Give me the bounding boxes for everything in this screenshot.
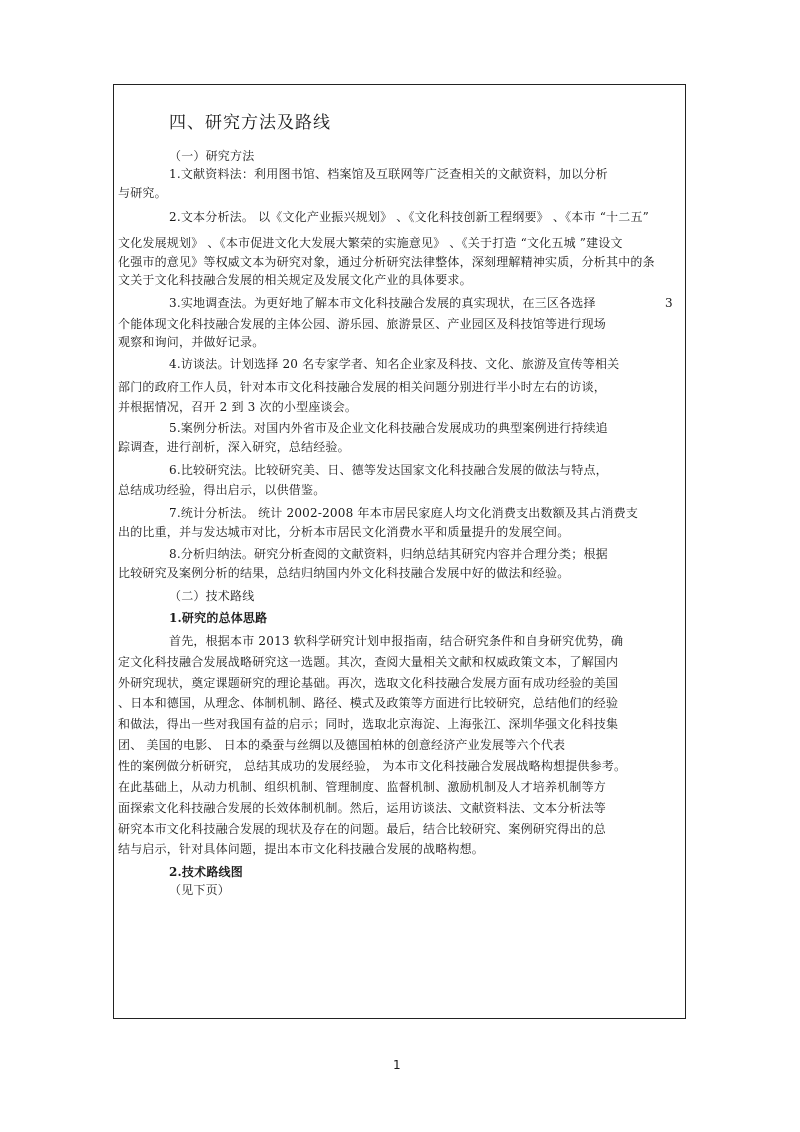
paragraph-line: 和做法，得出一些对我国有益的启示；同时，选取北京海淀、上海张江、深圳华强文化科技集 (118, 717, 619, 731)
paragraph-line: 5.案例分析法。对国内外省市及企业文化科技融合发展成功的典型案例进行持续追 (169, 421, 608, 435)
paragraph-line: 比较研究及案例分析的结果，总结归纳国内外文化科技融合发展中好的做法和经验。 (118, 566, 570, 580)
paragraph-line: 与研究。 (118, 186, 167, 200)
page-number: 1 (393, 1058, 401, 1072)
paragraph-line: 外研究现状，奠定课题研究的理论基础。再次，选取文化科技融合发展方面有成功经验的美国 (118, 676, 619, 690)
paragraph-line: 在此基础上，从动力机制、组织机制、管理制度、监督机制、激励机制及人才培养机制等方 (118, 780, 607, 794)
paragraph-line: 6.比较研究法。比较研究美、日、德等发达国家文化科技融合发展的做法与特点， (169, 463, 608, 477)
paragraph-line: 总结成功经验，得出启示，以供借鉴。 (118, 483, 326, 497)
paragraph-line: （见下页） (169, 883, 231, 897)
section-title: 四、研究方法及路线 (169, 113, 331, 133)
paragraph-line: 出的比重，并与发达城市对比，分析本市居民文化消费水平和质量提升的发展空间。 (118, 525, 570, 539)
paragraph-line: 并根据情况，召开 2 到 3 次的小型座谈会。 (118, 400, 358, 414)
paragraph-line: 团、 美国的电影、 日本的桑蚕与丝绸以及德国柏林的创意经济产业发展等六个代表 (118, 738, 566, 752)
paragraph-line: 8.分析归纳法。研究分析查阅的文献资料，归纳总结其研究内容并合理分类；根据 (169, 547, 608, 561)
subsection-heading: 1.研究的总体思路 (169, 611, 268, 625)
subsection-heading: （二）技术路线 (169, 589, 255, 603)
paragraph-line: 化强市的意见》等权威文本为研究对象，通过分析研究法律整体，深刻理解精神实质，分析其中的条 (118, 255, 655, 269)
paragraph-line: 研究本市文化科技融合发展的现状及存在的问题。最后，结合比较研究、案例研究得出的总 (118, 822, 607, 836)
paragraph-line: 面探索文化科技融合发展的长效体制机制。然后，运用访谈法、文献资料法、文本分析法等 (118, 801, 607, 815)
subsection-heading: （一）研究方法 (169, 149, 255, 163)
paragraph-line: 、日本和德国，从理念、体制机制、路径、模式及政策等方面进行比较研究，总结他们的经验 (118, 696, 619, 710)
paragraph-line: 首先，根据本市 2013 软科学研究计划申报指南，结合研究条件和自身研究优势，确 (169, 634, 624, 648)
paragraph-line: 4.访谈法。计划选择 20 名专家学者、知名企业家及科技、文化、旅游及宣传等相关 (169, 357, 620, 371)
subsection-heading: 2.技术路线图 (169, 865, 243, 879)
paragraph-line: 结与启示，针对具体问题，提出本市文化科技融合发展的战略构想。 (118, 842, 485, 856)
paragraph-line: 部门的政府工作人员，针对本市文化科技融合发展的相关问题分别进行半小时左右的访谈， (118, 380, 607, 394)
paragraph-line: 文化发展规划》 、《本市促进文化大发展大繁荣的实施意见》 、《关于打造 “文化五城 ”建设文 (118, 236, 623, 250)
paragraph-line-number: 3 (665, 296, 673, 310)
paragraph-line: 1.文献资料法：利用图书馆、档案馆及互联网等广泛查相关的文献资料，加以分析 (169, 167, 608, 181)
paragraph-line: 性的案例做分析研究， 总结其成功的发展经验， 为本市文化科技融合发展战略构想提供参考。 (118, 759, 627, 773)
paragraph-line: 3.实地调查法。为更好地了解本市文化科技融合发展的真实现状，在三区各选择 (169, 296, 596, 310)
paragraph-line: 文关于文化科技融合发展的相关规定及发展文化产业的具体要求。 (118, 273, 472, 287)
paragraph-line: 踪调查，进行剖析，深入研究，总结经验。 (118, 440, 350, 454)
paragraph-line: 定文化科技融合发展战略研究这一选题。其次，查阅大量相关文献和权威政策文本，了解国内 (118, 655, 619, 669)
paragraph-line: 2.文本分析法。 以《文化产业振兴规划》 、《文化科技创新工程纲要》 、《本市 “十二五” (169, 210, 649, 224)
paragraph-line: 7.统计分析法。 统计 2002-2008 年本市居民家庭人均文化消费支出数额及其占消费支 (169, 506, 639, 520)
document-body (114, 85, 685, 1018)
paragraph-line: 观察和询问，并做好记录。 (118, 335, 265, 349)
page-frame (113, 84, 686, 1019)
paragraph-line: 个能体现文化科技融合发展的主体公园、游乐园、旅游景区、产业园区及科技馆等进行现场 (118, 317, 607, 331)
